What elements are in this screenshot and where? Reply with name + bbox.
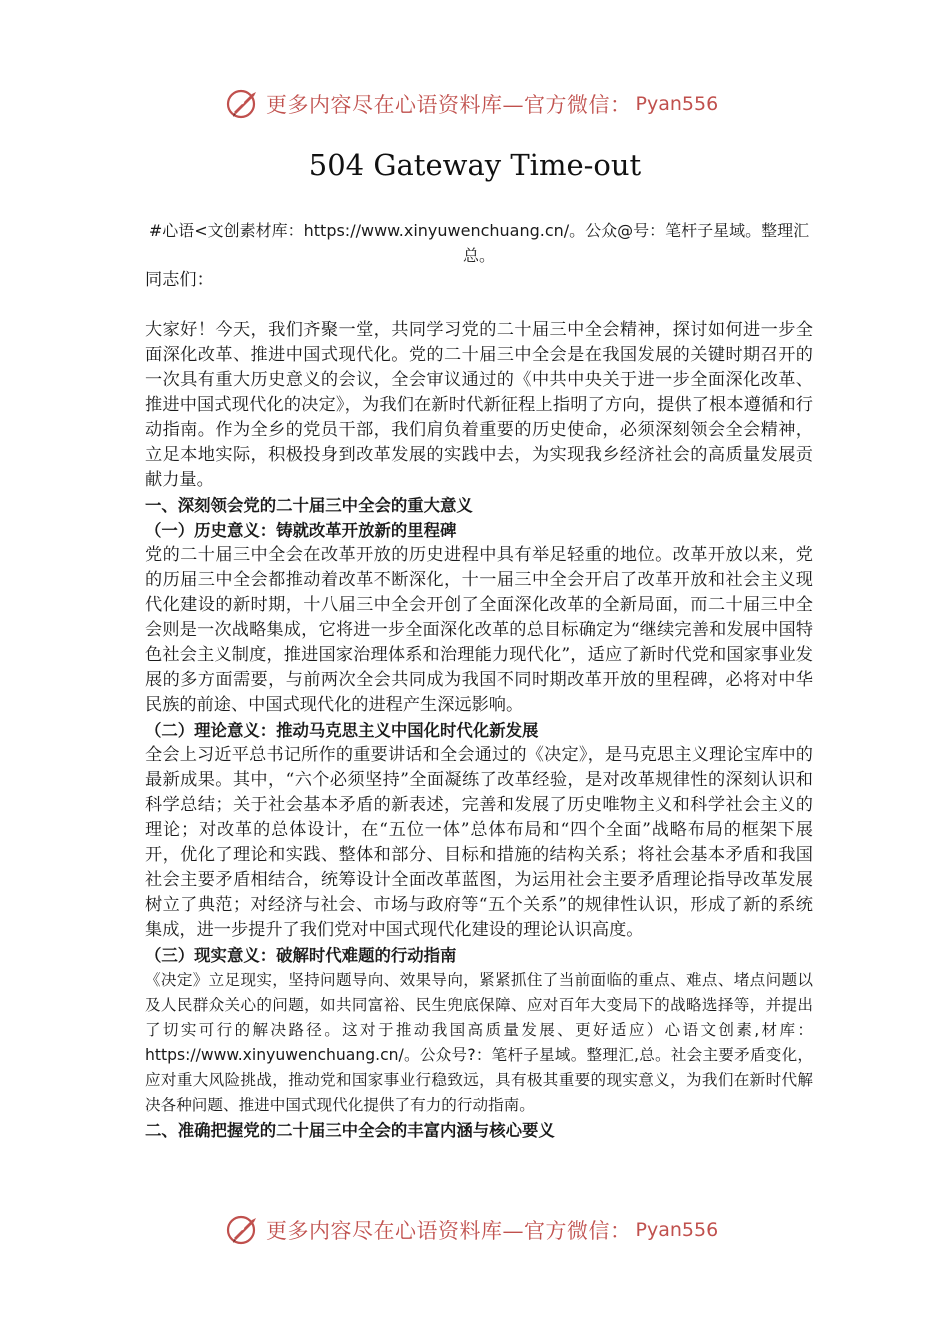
subsection-paragraph-1: 党的二十届三中全会在改革开放的历史进程中具有举足轻重的地位。改革开放以来，党的历届三中全会都推动着改革不断深化，十一届三中全会开启了改革开放和社会主义现代化建设的新时期，十八届三中全会开创了全面深化改革的全新局面，而二十届三中全会则是一次战略集成，它将进一步全面深化改革的总目标确定为“继续完善和发展中国特色社会主义制度，推进国家治理体系和治理能力现代化”，适应了新时代党和国家事业发展的多方面需要，与前两次全会共同成为我国不同时期改革开放的里程碑，必将对中华民族的前途、中国式现代化的进程产生深远影响。: [145, 545, 813, 715]
subsection-paragraph-2: 全会上习近平总书记所作的重要讲话和全会通过的《决定》，是马克思主义理论宝库中的最新成果。其中，“六个必须坚持”全面凝练了改革经验，是对改革规律性的深刻认识和科学总结；关于社会基本矛盾的新表述，完善和发展了历史唯物主义和科学社会主义的理论；对改革的总体设计，在“五位一体”总体布局和“四个全面”战略布局的框架下展开，优化了理论和实践、整体和部分、目标和措施的结构关系；将社会基本矛盾和我国社会主要矛盾相结合，统筹设计全面改革蓝图，为运用社会主要矛盾理论指导改革发展树立了典范；对经济与社会、市场与政府等“五个关系”的规律性认识，形成了新的系统集成，进一步提升了我们党对中国式现代化建设的理论认识高度。: [145, 745, 813, 940]
subsection-paragraph-3: 《决定》立足现实，坚持问题导向、效果导向，紧紧抓住了当前面临的重点、难点、堵点问题以及人民群众关心的问题，如共同富裕、民生兜底保障、应对百年大变局下的战略选择等，并提出了切实可行的解决路径。这对于推动我国高质量发展、更好适应）心语文创素,材库：https://www.xinyuwenchuang.cn/。公众号?：笔杆子星域。整理汇,总。社会主要矛盾变化，应对重大风险挑战，推动党和国家事业行稳致远，具有极其重要的现实意义，为我们在新时代解决各种问题、推进中国式现代化提供了有力的行动指南。: [145, 971, 813, 1114]
banner-text: 更多内容尽在心语资料库—官方微信：: [266, 93, 632, 117]
footer-banner: [226, 1210, 718, 1250]
header-banner: [226, 84, 718, 124]
document-body: [145, 218, 813, 1143]
intro-paragraph: 大家好！今天，我们齐聚一堂，共同学习党的二十届三中全会精神，探讨如何进一步全面深化改革、推进中国式现代化。党的二十届三中全会是在我国发展的关键时期召开的一次具有重大历史意义的会议，全会审议通过的《中共中央关于进一步全面深化改革、推进中国式现代化的决定》，为我们在新时代新征程上指明了方向，提供了根本遵循和行动指南。作为全乡的党员干部，我们肩负着重要的历史使命，必须深刻领会全会精神，立足本地实际，积极投身到改革发展的实践中去，为实现我乡经济社会的高质量发展贡献力量。: [145, 320, 813, 490]
banner-text: 更多内容尽在心语资料库—官方微信：: [266, 1219, 632, 1243]
section-heading-2: 二、准确把握党的二十届三中全会的丰富内涵与核心要义: [145, 1121, 555, 1140]
banner-wechat-id: Pyan556: [635, 93, 719, 115]
section-heading-1: 一、深刻领会党的二十届三中全会的重大意义: [145, 496, 473, 515]
banner-wechat-id: Pyan556: [635, 1219, 719, 1241]
page-title: 504 Gateway Time-out: [308, 148, 642, 182]
pen-logo-icon: [226, 1212, 262, 1248]
pen-logo-icon: [226, 86, 262, 122]
source-note: #心语<文创素材库：https://www.xinyuwenchuang.cn/。公众@号：笔杆子星域。整理汇总。: [148, 221, 810, 265]
subsection-heading-3: （三）现实意义：破解时代难题的行动指南: [145, 946, 457, 965]
subsection-heading-2: （二）理论意义：推动马克思主义中国化时代化新发展: [145, 721, 539, 740]
greeting: 同志们：: [145, 270, 214, 290]
subsection-heading-1: （一）历史意义：铸就改革开放新的里程碑: [145, 521, 457, 540]
